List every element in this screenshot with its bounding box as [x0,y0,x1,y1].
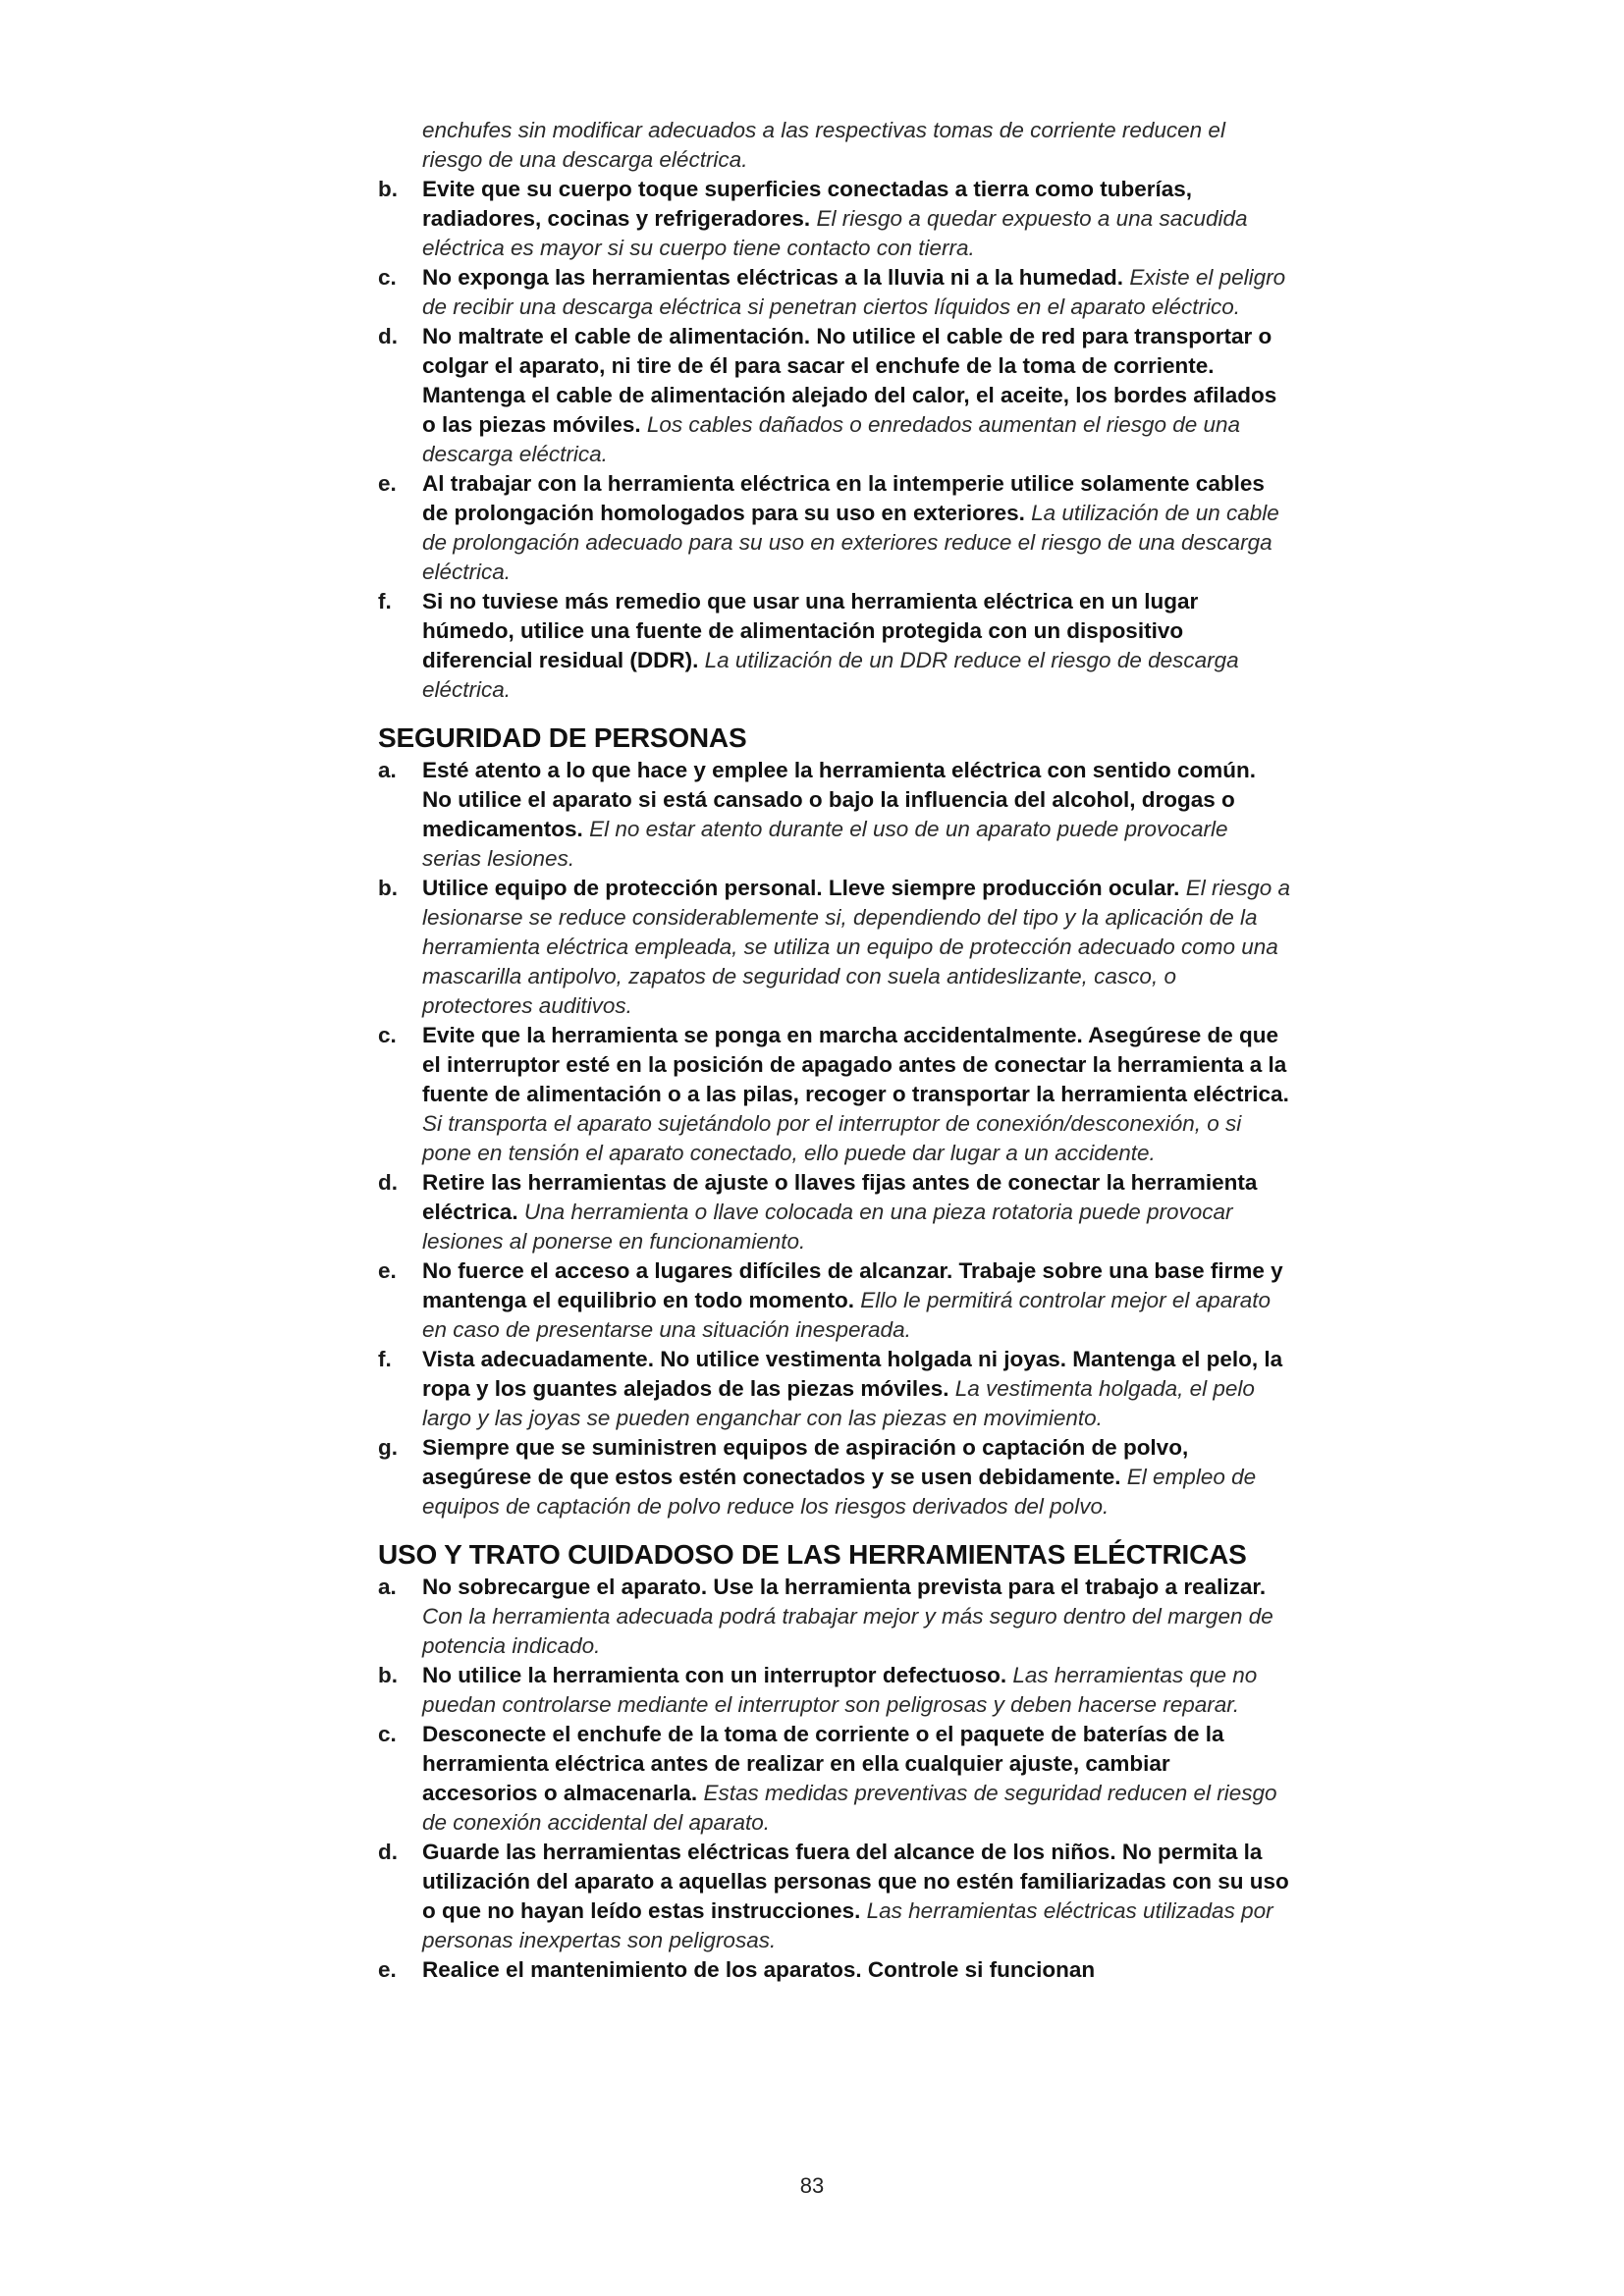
item-instruction: Desconecte el enchufe de la toma de corriente o el paquete de baterías de la herramienta eléctrica antes de realizar en ella cualquier ajuste, cambiar accesorios o almacenarla. [422,1722,1224,1805]
list-item [378,874,1291,1021]
item-instruction: Esté atento a lo que hace y emplee la herramienta eléctrica con sentido común. No utilice el aparato si está cansado o bajo la influencia del alcohol, drogas o medicamentos. [422,758,1257,841]
tool-care-list [378,1573,1291,1985]
item-letter: g. [378,1435,398,1460]
list-item [378,1021,1291,1168]
item-explanation: El empleo de equipos de captación de polvo reduce los riesgos derivados del polvo. [422,1465,1257,1519]
item-explanation: El riesgo a lesionarse se reduce considerablemente si, dependiendo del tipo y la aplicación de la herramienta eléctrica empleada, se utiliza un equipo de protección adecuado como una mascarilla antipolvo, zapatos de seguridad con suela antideslizante, casco, o protectores auditivos. [422,876,1291,1018]
list-item [378,1661,1291,1720]
item-letter: b. [378,876,398,900]
item-instruction: Guarde las herramientas eléctricas fuera del alcance de los niños. No permita la utilización del aparato a aquellas personas que no estén familiarizadas con su uso o que no hayan leído estas instrucciones. [422,1840,1289,1923]
list-item [378,322,1291,469]
item-explanation: Una herramienta o llave colocada en una pieza rotatoria puede provocar lesiones al ponerse en funcionamiento. [422,1200,1233,1254]
page-content [378,116,1291,1985]
item-explanation: Las herramientas eléctricas utilizadas por personas inexpertas son peligrosas. [422,1898,1273,1952]
item-letter: c. [378,265,397,290]
item-letter: f. [378,1347,392,1371]
item-explanation: Estas medidas preventivas de seguridad reducen el riesgo de conexión accidental del aparato. [422,1781,1277,1835]
list-item [378,1573,1291,1661]
list-item [378,587,1291,705]
item-explanation: Los cables dañados o enredados aumentan el riesgo de una descarga eléctrica. [422,412,1241,466]
item-letter: a. [378,758,397,782]
item-letter: b. [378,177,398,201]
item-instruction: Realice el mantenimiento de los aparatos. Controle si funcionan [422,1957,1096,1982]
item-explanation: Ello le permitirá controlar mejor el aparato en caso de presentarse una situación inesperada. [422,1288,1271,1342]
item-explanation: El no estar atento durante el uso de un aparato puede provocarle serias lesiones. [422,817,1228,871]
list-item [378,1433,1291,1522]
item-letter: a. [378,1575,397,1599]
page-number: 83 [799,2173,825,2198]
list-item [378,756,1291,874]
item-explanation: La utilización de un DDR reduce el riesgo de descarga eléctrica. [422,648,1239,702]
item-letter: e. [378,1258,397,1283]
item-instruction: No fuerce el acceso a lugares difíciles de alcanzar. Trabaje sobre una base firme y mantenga el equilibrio en todo momento. [422,1258,1283,1312]
list-item [378,469,1291,587]
list-item [378,175,1291,263]
item-letter: d. [378,324,398,348]
item-letter: f. [378,589,392,614]
item-letter: b. [378,1663,398,1687]
item-instruction: Evite que la herramienta se ponga en marcha accidentalmente. Asegúrese de que el interruptor esté en la posición de apagado antes de conectar la herramienta a la fuente de alimentación o a las pilas, recoger o transportar la herramienta eléctrica. [422,1023,1289,1106]
item-letter: c. [378,1023,397,1047]
list-item [378,1168,1291,1256]
item-instruction: Vista adecuadamente. No utilice vestimenta holgada ni joyas. Mantenga el pelo, la ropa y los guantes alejados de las piezas móviles. [422,1347,1283,1401]
item-explanation: Existe el peligro de recibir una descarga eléctrica si penetran ciertos líquidos en el aparato eléctrico. [422,265,1286,319]
list-item [378,1838,1291,1955]
list-item [378,1345,1291,1433]
item-letter: e. [378,471,397,496]
item-letter: d. [378,1840,398,1864]
list-item [378,1720,1291,1838]
personal-safety-list [378,756,1291,1522]
item-explanation: Las herramientas que no puedan controlarse mediante el interruptor son peligrosas y deben hacerse reparar. [422,1663,1258,1717]
item-explanation: La utilización de un cable de prolongación adecuado para su uso en exteriores reduce el riesgo de una descarga eléctrica. [422,501,1279,584]
item-instruction: Retire las herramientas de ajuste o llaves fijas antes de conectar la herramienta eléctrica. [422,1170,1258,1224]
item-instruction: No utilice la herramienta con un interruptor defectuoso. [422,1663,1007,1687]
electrical-safety-list [378,175,1291,705]
section-heading-personas: SEGURIDAD DE PERSONAS [378,722,747,753]
list-item [378,1256,1291,1345]
item-instruction: Siempre que se suministren equipos de aspiración o captación de polvo, asegúrese de que estos estén conectados y se usen debidamente. [422,1435,1189,1489]
item-instruction: No sobrecargue el aparato. Use la herramienta prevista para el trabajo a realizar. [422,1575,1267,1599]
item-letter: e. [378,1957,397,1982]
list-item [378,1955,1291,1985]
item-instruction: Utilice equipo de protección personal. Lleve siempre producción ocular. [422,876,1180,900]
item-explanation: Si transporta el aparato sujetándolo por el interruptor de conexión/desconexión, o si pone en tensión el aparato conectado, ello puede dar lugar a un accidente. [422,1111,1242,1165]
item-letter: d. [378,1170,398,1195]
item-letter: c. [378,1722,397,1746]
section-heading-uso: USO Y TRATO CUIDADOSO DE LAS HERRAMIENTAS ELÉCTRICAS [378,1539,1247,1570]
item-explanation: Con la herramienta adecuada podrá trabajar mejor y más seguro dentro del margen de potencia indicado. [422,1604,1273,1658]
item-instruction: No maltrate el cable de alimentación. No utilice el cable de red para transportar o colgar el aparato, ni tire de él para sacar el enchufe de la toma de corriente. Mantenga el cable de alimentación alejado del calor, el aceite, los bordes afilados o las piezas móviles. [422,324,1277,437]
item-instruction: No exponga las herramientas eléctricas a la lluvia ni a la humedad. [422,265,1124,290]
item-instruction: Si no tuviese más remedio que usar una herramienta eléctrica en un lugar húmedo, utilice una fuente de alimentación protegida con un dispositivo diferencial residual (DDR). [422,589,1199,672]
intro-continuation: enchufes sin modificar adecuados a las respectivas tomas de corriente reducen el riesgo de una descarga eléctrica. [422,118,1225,172]
item-instruction: Evite que su cuerpo toque superficies conectadas a tierra como tuberías, radiadores, cocinas y refrigeradores. [422,177,1192,231]
item-instruction: Al trabajar con la herramienta eléctrica en la intemperie utilice solamente cables de prolongación homologados para su uso en exteriores. [422,471,1265,525]
item-explanation: La vestimenta holgada, el pelo largo y las joyas se pueden enganchar con las piezas en movimiento. [422,1376,1255,1430]
item-explanation: El riesgo a quedar expuesto a una sacudida eléctrica es mayor si su cuerpo tiene contacto con tierra. [422,206,1248,260]
list-item [378,263,1291,322]
